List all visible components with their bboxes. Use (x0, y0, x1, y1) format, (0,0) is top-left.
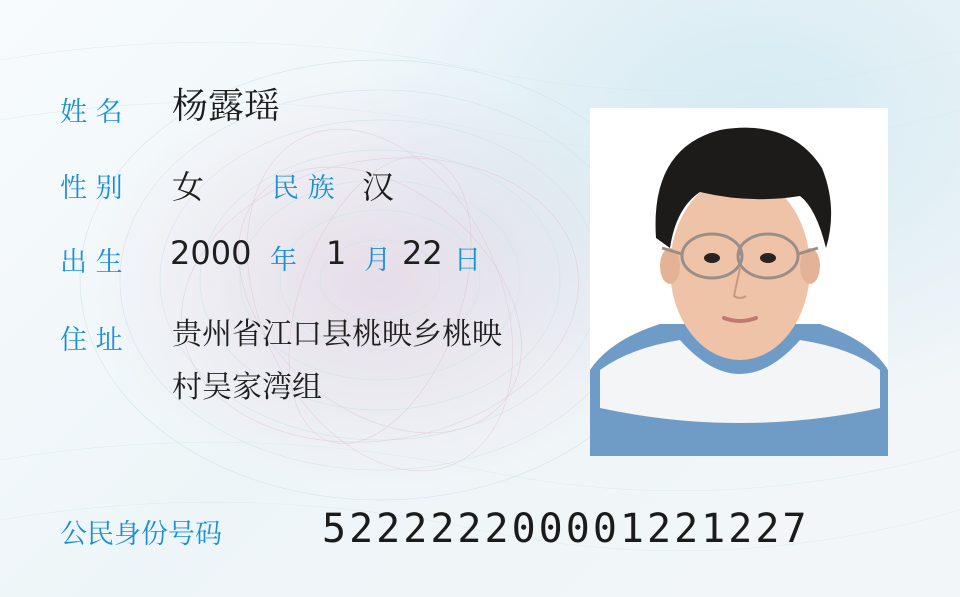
year-label: 年 (270, 245, 297, 276)
day-label: 日 (454, 245, 481, 276)
ethnicity-label: 民 族 (272, 173, 335, 204)
sex-label: 性 别 (60, 173, 123, 204)
birth-month: 1 (326, 234, 347, 272)
address-label: 住 址 (60, 325, 123, 356)
id-number-label: 公民身份号码 (60, 519, 222, 550)
month-label: 月 (364, 245, 391, 276)
id-number-value: 522222200001221227 (322, 506, 810, 552)
address-line-2: 村吴家湾组 (172, 370, 322, 405)
portrait-photo (590, 108, 888, 456)
sex-value: 女 (172, 168, 205, 206)
birth-label: 出 生 (60, 247, 123, 278)
name-label: 姓 名 (60, 97, 123, 128)
birth-year: 2000 (170, 234, 252, 272)
address-line-1: 贵州省江口县桃映乡桃映 (172, 317, 502, 352)
birth-day: 22 (402, 234, 443, 272)
ethnicity-value: 汉 (362, 168, 395, 206)
name-value: 杨露瑶 (172, 86, 281, 127)
